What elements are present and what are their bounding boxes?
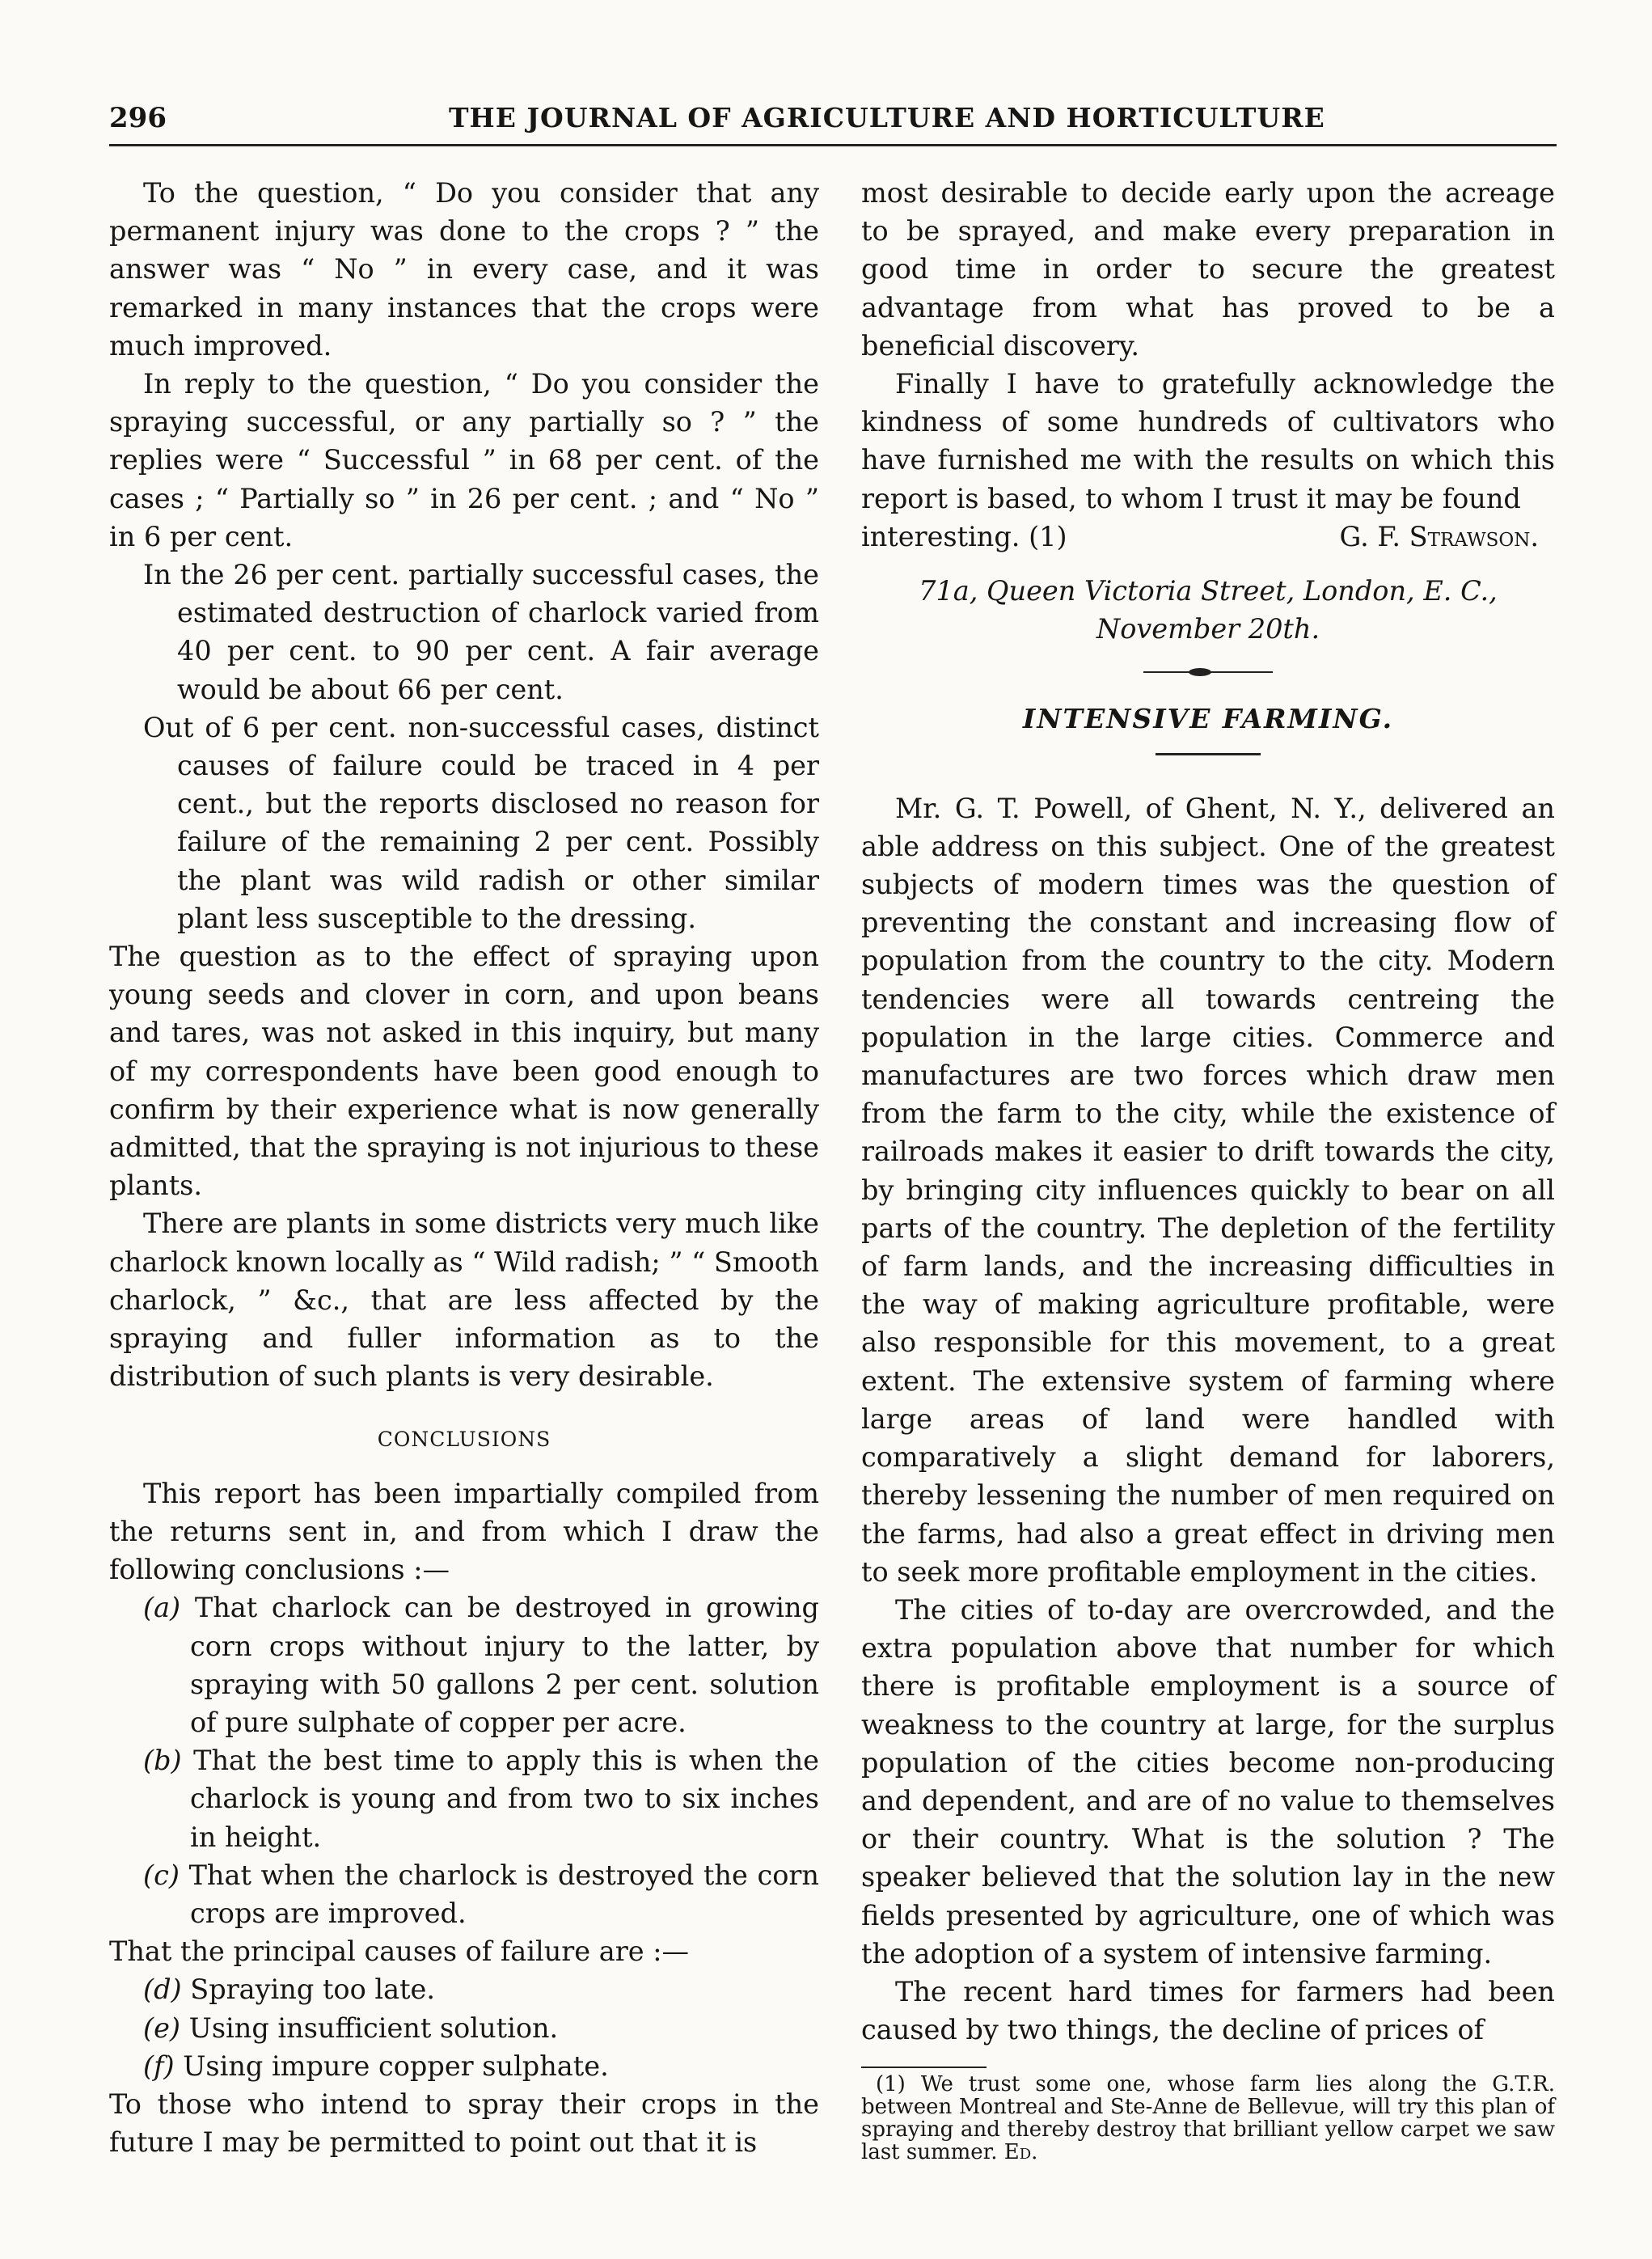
paragraph: Mr. G. T. Powell, of Ghent, N. Y., delivered an able address on this subject. One of the greatest subjects of modern times was the question of preventing the constant and increasing flow of population from the country to the city. Modern tendencies were all towards centreing the population in the large cities. Commerce and manufactures are two forces which draw men from the farm to the city, while the existence of railroads makes it easier to drift towards the city, by bringing city influences quickly to bear on all parts of the country. The depletion of the fertility of farm lands, and the increasing difficulties in the way of making agriculture profitable, were also responsible for this movement, to a great extent. The extensive system of farming where large areas of land were handled with comparatively a slight demand for laborers, thereby lessening the number of men required on the farms, had also a great effect in driving men to seek more profitable employment in the cities. bbox=[861, 792, 1555, 1588]
conclusion-item: (c) That when the charlock is destroyed the corn crops are improved. bbox=[143, 1859, 819, 1929]
title-rule bbox=[1156, 753, 1261, 755]
address-line: 71a, Queen Victoria Street, London, E. C., bbox=[919, 575, 1498, 607]
paragraph: There are plants in some districts very much like charlock known locally as “ Wild radish; ” “ Smooth charlock, ” &c., that are less affected by the spraying and fuller information as to the distribution of such plants is very desirable. bbox=[109, 1208, 819, 1393]
paragraph: most desirable to decide early upon the acreage to be sprayed, and make every preparation in good time in order to secure the greatest advantage from what has proved to be a beneficial discovery. bbox=[861, 177, 1555, 362]
running-title: THE JOURNAL OF AGRICULTURE AND HORTICULTURE bbox=[449, 102, 1325, 133]
date-line: November 20th. bbox=[1096, 613, 1320, 645]
ornament-divider bbox=[1111, 664, 1305, 680]
page-number: 296 bbox=[109, 102, 167, 134]
right-column bbox=[861, 174, 1555, 2164]
header-rule bbox=[109, 144, 1557, 146]
footnote-rule bbox=[861, 2067, 987, 2068]
conclusion-item: (b) That the best time to apply this is when the charlock is young and from two to six inches in height. bbox=[143, 1745, 819, 1853]
failure-item: (e) Using insufficient solution. bbox=[143, 2012, 559, 2044]
page-header bbox=[109, 95, 1557, 144]
section-title: INTENSIVE FARMING. bbox=[1022, 703, 1394, 735]
conclusion-item: (a) That charlock can be destroyed in growing corn crops without injury to the latter, by spraying with 50 gallons 2 per cent. solution of pure sulphate of copper per acre. bbox=[143, 1592, 819, 1738]
left-column bbox=[109, 174, 819, 2161]
failure-item: (f) Using impure copper sulphate. bbox=[143, 2050, 609, 2082]
paragraph: In reply to the question, “ Do you consider the spraying successful, or any partially so ? ” the replies were “ Successful ” in 68 per cent. of the cases ; “ Partially so ” in 26 per cent. ; and “ No ” in 6 per cent. bbox=[109, 368, 819, 552]
hanging-paragraph: Out of 6 per cent. non-successful cases, distinct causes of failure could be traced in 4 per cent., but the reports disclosed no reason for failure of the remaining 2 per cent. Possibly the plant was wild radish or other similar plant less susceptible to the dressing. bbox=[143, 711, 819, 934]
paragraph: To the question, “ Do you consider that any permanent injury was done to the crops ? ” the answer was “ No ” in every case, and it was remarked in many instances that the crops were much improved. bbox=[109, 177, 819, 362]
paragraph: To those who intend to spray their crops in the future I may be permitted to point out that it is bbox=[109, 2088, 819, 2159]
paragraph: Finally I have to gratefully acknowledge the kindness of some hundreds of cultivators who have furnished me with the results on which this report is based, to whom I trust it may be found bbox=[861, 368, 1555, 514]
paragraph: This report has been impartially compiled from the returns sent in, and from which I draw the following conclusions :— bbox=[109, 1477, 819, 1586]
footnote: (1) We trust some one, whose farm lies along the G.T.R. between Montreal and Ste-Anne de Bellevue, will try this plan of spraying and thereby destroy that brilliant yellow carpet we saw last summer. Ed. bbox=[861, 2072, 1555, 2165]
paragraph: That the principal causes of failure are :— bbox=[109, 1935, 690, 1968]
paragraph: The recent hard times for farmers had been caused by two things, the decline of prices of bbox=[861, 1975, 1555, 2046]
paragraph-end: interesting. (1) bbox=[861, 520, 1067, 552]
paragraph: The question as to the effect of spraying upon young seeds and clover in corn, and upon beans and tares, was not asked in this inquiry, but many of my correspondents have been good enough to confirm by their experience what is now generally admitted, that the spraying is not injurious to these plants. bbox=[109, 941, 819, 1202]
signature: G. F. Strawson. bbox=[1339, 520, 1539, 552]
failure-item: (d) Spraying too late. bbox=[143, 1973, 436, 2006]
hanging-paragraph: In the 26 per cent. partially successful cases, the estimated destruction of charlock varied from 40 per cent. to 90 per cent. A fair average would be about 66 per cent. bbox=[143, 559, 819, 705]
paragraph: The cities of to-day are overcrowded, and the extra population above that number for which there is profitable employment is a source of weakness to the country at large, for the surplus population of the cities become non-producing and dependent, and are of no value to themselves or their country. What is the solution ? The speaker believed that the solution lay in the new fields presented by agriculture, one of which was the adoption of a system of intensive farming. bbox=[861, 1593, 1555, 1969]
conclusions-heading: CONCLUSIONS bbox=[377, 1427, 551, 1451]
editor-mark: Ed. bbox=[1003, 2140, 1038, 2165]
signature-line bbox=[861, 518, 1555, 556]
